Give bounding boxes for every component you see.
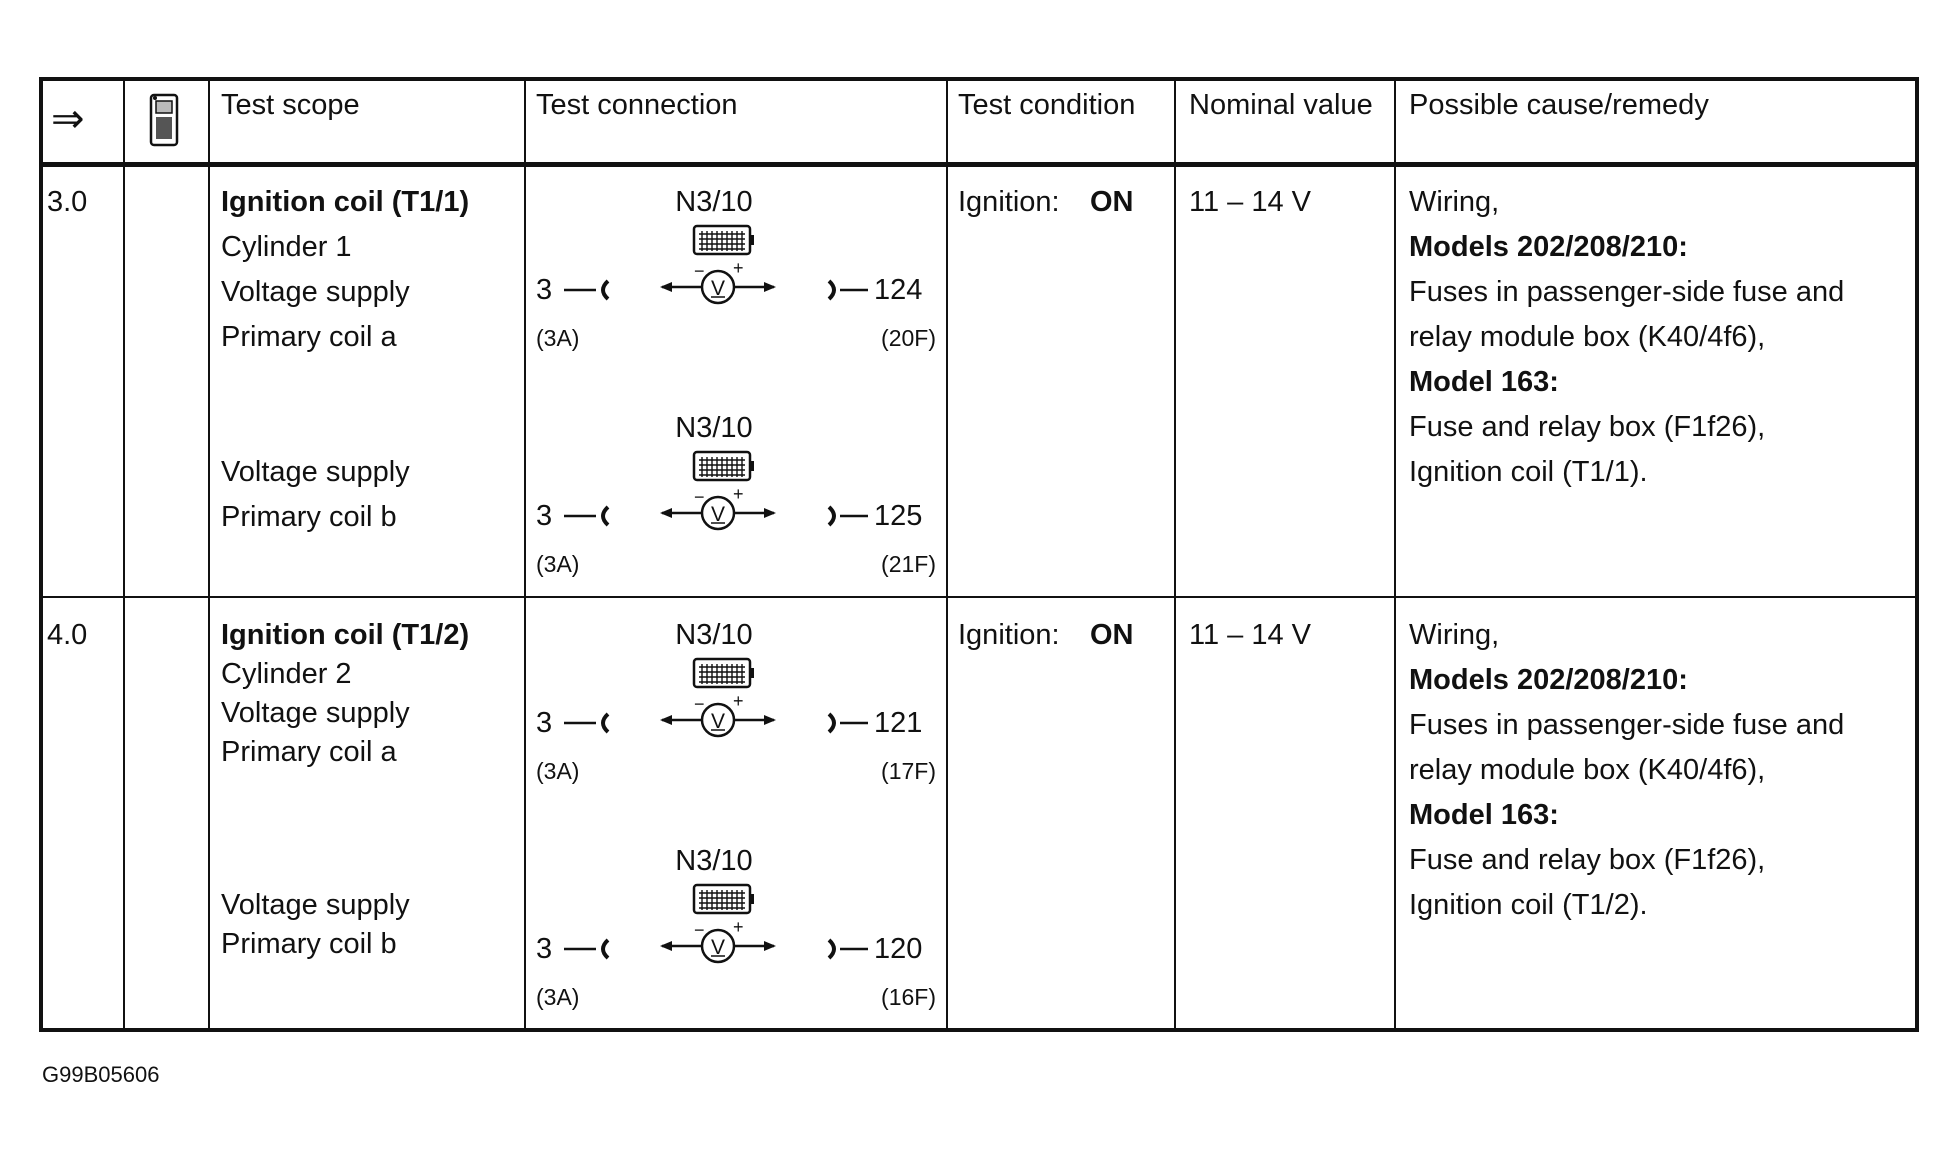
column-divider [1174,81,1176,1028]
remedy-line: relay module box (K40/4f6), [1409,754,1766,786]
left-pin: 3 [536,707,553,739]
scope-title: Ignition coil (T1/1) [221,186,470,218]
remedy-line: Model 163: [1409,366,1559,398]
left-pin: 3 [536,274,553,306]
remedy-line: Ignition coil (T1/1). [1409,456,1648,488]
svg-text:+: + [733,259,744,278]
probe-right-icon [826,936,870,967]
scope-line: Primary coil b [221,928,397,960]
svg-text:V: V [710,710,726,733]
remedy-line: Fuse and relay box (F1f26), [1409,411,1766,443]
nominal-value: 11 – 14 V [1189,186,1312,218]
column-divider [123,81,125,1028]
svg-text:+: + [733,692,744,711]
header-possible-cause: Possible cause/remedy [1409,89,1709,121]
voltmeter-icon [658,259,778,314]
left-pin-sub: (3A) [536,984,580,1010]
figure-id: G99B05606 [42,1062,160,1087]
remedy-line: Wiring, [1409,619,1500,651]
arrow-symbol: ⇒ [51,97,85,141]
condition-label: Ignition: [958,186,1060,218]
scope-line: Voltage supply [221,276,410,308]
probe-right-icon [826,710,870,741]
scope-title: Ignition coil (T1/2) [221,619,470,651]
svg-text:−: − [694,694,705,714]
column-divider [208,81,210,1028]
right-pin-sub: (21F) [881,551,936,577]
condition-value: ON [1090,619,1134,651]
control-unit-label: N3/10 [675,186,753,218]
remedy-line: Fuse and relay box (F1f26), [1409,844,1766,876]
right-pin-sub: (17F) [881,758,936,784]
connector-icon [692,882,756,921]
svg-text:V: V [710,503,726,526]
probe-left-icon [562,503,612,534]
remedy-line: Fuses in passenger-side fuse and [1409,709,1845,741]
right-pin-sub: (16F) [881,984,936,1010]
right-pin-sub: (20F) [881,325,936,351]
nominal-value: 11 – 14 V [1189,619,1312,651]
tester-device-icon [148,93,182,154]
header-nominal-value: Nominal value [1189,89,1373,121]
remedy-line: relay module box (K40/4f6), [1409,321,1766,353]
connection-diagram [524,185,944,360]
svg-text:V: V [710,277,726,300]
remedy-line: Models 202/208/210: [1409,231,1688,263]
probe-left-icon [562,710,612,741]
control-unit-label: N3/10 [675,845,753,877]
svg-text:−: − [694,920,705,940]
voltmeter-icon [658,918,778,973]
svg-text:−: − [694,487,705,507]
right-pin: 121 [874,707,923,739]
remedy-line: Models 202/208/210: [1409,664,1688,696]
header-divider [43,162,1915,167]
connector-icon [692,223,756,262]
probe-right-icon [826,503,870,534]
test-table [39,77,1919,1032]
control-unit-label: N3/10 [675,412,753,444]
right-pin: 125 [874,500,923,532]
scope-line: Cylinder 2 [221,658,352,690]
scope-line: Voltage supply [221,889,410,921]
voltmeter-icon [658,692,778,747]
header-test-condition: Test condition [958,89,1136,121]
scope-line: Cylinder 1 [221,231,352,263]
condition-value: ON [1090,186,1134,218]
right-pin: 120 [874,933,923,965]
svg-text:−: − [694,261,705,281]
left-pin-sub: (3A) [536,758,580,784]
left-pin: 3 [536,933,553,965]
scope-line: Voltage supply [221,697,410,729]
row-divider [43,596,1915,598]
left-pin-sub: (3A) [536,551,580,577]
remedy-line: Ignition coil (T1/2). [1409,889,1648,921]
probe-right-icon [826,277,870,308]
header-test-scope: Test scope [221,89,360,121]
svg-text:V: V [710,936,726,959]
left-pin-sub: (3A) [536,325,580,351]
left-pin: 3 [536,500,553,532]
scope-line: Primary coil a [221,736,397,768]
remedy-line: Fuses in passenger-side fuse and [1409,276,1845,308]
right-pin: 124 [874,274,923,306]
connection-diagram [524,618,944,793]
connection-diagram [524,411,944,586]
remedy-line: Wiring, [1409,186,1500,218]
column-divider [946,81,948,1028]
scope-line: Primary coil b [221,501,397,533]
scope-line: Voltage supply [221,456,410,488]
voltmeter-icon [658,485,778,540]
svg-text:+: + [733,485,744,504]
step-number: 3.0 [47,186,88,218]
probe-left-icon [562,936,612,967]
step-number: 4.0 [47,619,88,651]
scope-line: Primary coil a [221,321,397,353]
connector-icon [692,449,756,488]
connector-icon [692,656,756,695]
svg-text:+: + [733,918,744,937]
remedy-line: Model 163: [1409,799,1559,831]
header-test-connection: Test connection [536,89,738,121]
probe-left-icon [562,277,612,308]
condition-label: Ignition: [958,619,1060,651]
column-divider [1394,81,1396,1028]
control-unit-label: N3/10 [675,619,753,651]
connection-diagram [524,844,944,1019]
